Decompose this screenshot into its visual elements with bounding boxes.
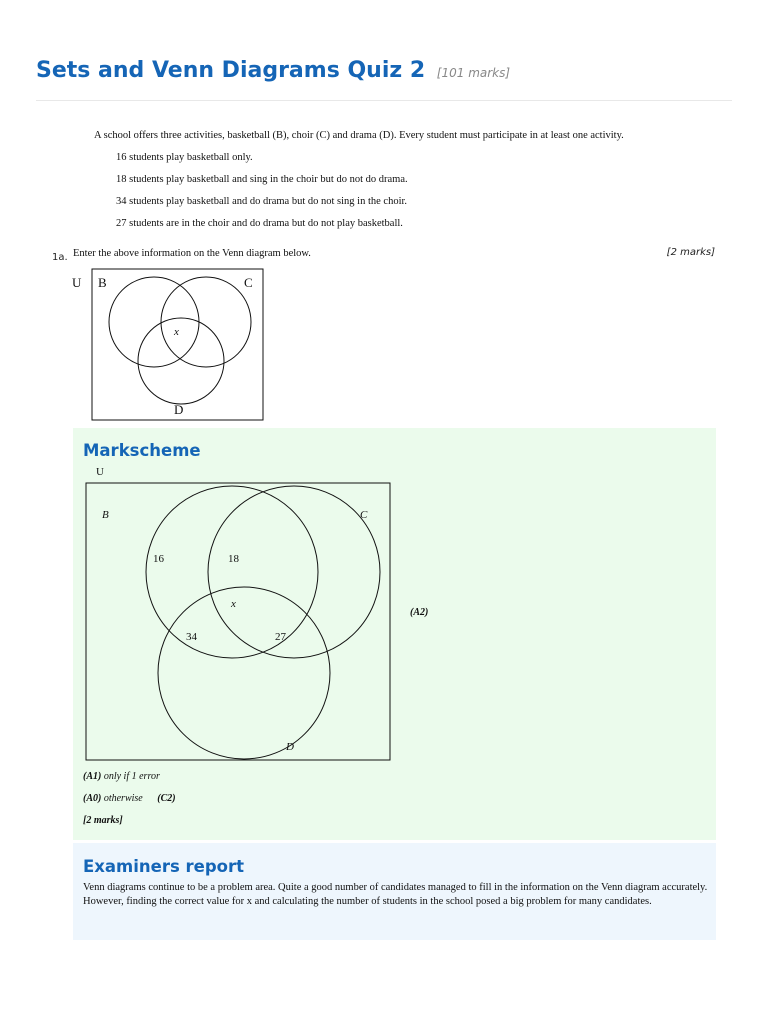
examiners-report-heading: Examiners report — [83, 857, 245, 876]
circle-d — [158, 587, 330, 759]
code-a1: (A1) — [83, 771, 102, 782]
total-marks: [101 marks] — [436, 66, 511, 80]
statement-1: 16 students play basketball only. — [116, 152, 253, 163]
value-b-and-c: 18 — [228, 553, 239, 565]
divider — [36, 100, 732, 101]
markscheme-heading: Markscheme — [83, 441, 201, 460]
markscheme-line-3 — [83, 815, 123, 826]
universal-set-box — [86, 483, 390, 760]
value-c-and-d: 27 — [275, 631, 286, 643]
line1-text: only if 1 error — [101, 771, 160, 782]
code-c2: (C2) — [157, 793, 176, 804]
label-c: C — [360, 509, 368, 521]
label-u: U — [96, 466, 104, 478]
code-a0: (A0) — [83, 793, 102, 804]
statement-4: 27 students are in the choir and do drama but do not play basketball. — [116, 218, 403, 229]
question-intro: A school offers three activities, basketball (B), choir (C) and drama (D). Every student must participate in at least one activity. — [94, 130, 624, 141]
question-venn-diagram — [66, 265, 270, 425]
line2-text: otherwise — [101, 793, 143, 804]
label-d: D — [286, 741, 294, 753]
label-b: B — [102, 509, 109, 521]
question-marks: [2 marks] — [666, 247, 715, 258]
markscheme-line-2 — [83, 793, 176, 804]
statement-2: 18 students play basketball and sing in the choir but do not do drama. — [116, 174, 408, 185]
value-b-and-d: 34 — [186, 631, 197, 643]
examiners-report-text: Venn diagrams continue to be a problem area. Quite a good number of candidates managed to fill in the information on the Venn diagram accurately. However, finding the correct value for x and calculating the number of students in the school posed a big problem for many candidates. — [83, 882, 708, 907]
label-x: x — [174, 326, 179, 338]
value-center: x — [231, 598, 236, 610]
statement-3: 34 students play basketball and do drama but do not sing in the choir. — [116, 196, 408, 207]
label-u: U — [72, 275, 82, 290]
award-a2: (A2) — [410, 607, 429, 618]
page-title — [36, 58, 510, 83]
label-d: D — [174, 402, 184, 417]
value-b-only: 16 — [153, 553, 164, 565]
circle-b — [109, 277, 199, 367]
circle-c — [161, 277, 251, 367]
universal-set-box — [92, 269, 263, 420]
label-b: B — [98, 275, 107, 290]
question-text: Enter the above information on the Venn diagram below. — [73, 248, 311, 259]
circle-d — [138, 318, 224, 404]
question-number: 1a. — [52, 252, 68, 263]
markscheme-line-1 — [83, 771, 160, 782]
label-c: C — [244, 275, 253, 290]
title-text: Sets and Venn Diagrams Quiz 2 — [36, 58, 426, 83]
markscheme-venn-diagram — [80, 460, 395, 765]
marks-total: [2 marks] — [83, 815, 123, 826]
